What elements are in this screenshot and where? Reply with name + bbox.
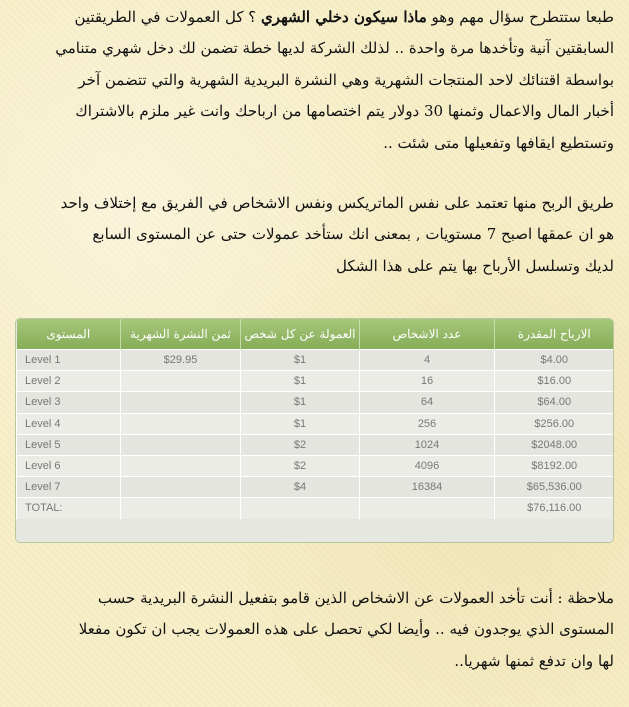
cell-commission: $2: [241, 455, 360, 476]
table-row: [17, 477, 614, 498]
intro-line: أخبار المال والاعمال وثمنها 30 دولار يتم اختصامها من ارباحك وانت غير ملزم بالاشتراك: [75, 102, 614, 121]
cell-count: 64: [360, 392, 495, 413]
cell-profit: $2048.00: [495, 434, 614, 455]
cell-commission: $1: [241, 413, 360, 434]
cell-count: 16384: [360, 477, 495, 498]
cell-commission: $1: [241, 350, 360, 371]
cell-level: Level 6: [17, 455, 121, 476]
cell-level: Level 2: [17, 371, 121, 392]
intro-line-end: ؟ كل العمولات في الطريقتين: [74, 8, 262, 26]
header-level: المستوى: [17, 319, 121, 350]
cell-level: Level 4: [17, 413, 121, 434]
note-line: ملاحظة : أنت تأخد العمولات عن الاشخاص الذين قامو بتفعيل النشرة البريدية حسب: [97, 589, 614, 607]
cell-price: [121, 392, 241, 413]
profit-table: [16, 319, 613, 542]
cell-price: [121, 498, 241, 519]
cell-price: [121, 371, 241, 392]
matrix-line: هو ان عمقها اصبح 7 مستويات , بمعنى انك ستأخد عمولات حتى عن المستوى السابع: [92, 225, 614, 244]
note-line: لها وان تدفع ثمنها شهريا..: [454, 651, 614, 670]
note-paragraph: [14, 583, 614, 677]
note-line: المستوى الذي يوجدون فيه .. وأيضا لكي تحصل على هذه العمولات يجب ان تكون مفعلا: [78, 620, 614, 639]
header-commission: العمولة عن كل شخص: [241, 319, 360, 350]
table-row: [17, 455, 614, 476]
monthly-income-question: ماذا سيكون دخلي الشهري: [261, 8, 427, 26]
header-profit: الارباح المقدرة: [495, 319, 614, 350]
intro-line: [14, 2, 614, 33]
cell-level: Level 5: [17, 434, 121, 455]
cell-price: $29.95: [121, 350, 241, 371]
header-price: ثمن النشرة الشهرية: [121, 319, 241, 350]
cell-total-label: TOTAL:: [17, 498, 121, 519]
cell-count: [360, 498, 495, 519]
intro-line: السابقتين آنية وتأخدها مرة واحدة .. لذلك الشركة لديها خطة تضمن لك دخل شهري متنامي: [55, 39, 614, 58]
cell-count: 4096: [360, 455, 495, 476]
cell-profit: $256.00: [495, 413, 614, 434]
cell-total-profit: $76,116.00: [495, 498, 614, 519]
cell-price: [121, 477, 241, 498]
cell-level: Level 3: [17, 392, 121, 413]
intro-paragraph: [14, 2, 614, 159]
intro-line: بواسطة اقتنائك لاحد المنتجات الشهرية وهي النشرة البريدية الشهرية والتي تتضمن آخر: [78, 70, 614, 89]
cell-profit: $8192.00: [495, 455, 614, 476]
cell-commission: $2: [241, 434, 360, 455]
cell-count: 1024: [360, 434, 495, 455]
matrix-paragraph: [14, 188, 614, 282]
table-row: [17, 413, 614, 434]
cell-count: 256: [360, 413, 495, 434]
cell-count: 16: [360, 371, 495, 392]
cell-level: Level 7: [17, 477, 121, 498]
table-row: [17, 371, 614, 392]
cell-profit: $16.00: [495, 371, 614, 392]
table-row: [17, 434, 614, 455]
header-count: عدد الاشخاص: [360, 319, 495, 350]
cell-price: [121, 434, 241, 455]
cell-commission: $1: [241, 371, 360, 392]
cell-count: 4: [360, 350, 495, 371]
cell-price: [121, 413, 241, 434]
intro-line: وتستطيع ايقافها وتفعيلها متى شئت ..: [383, 133, 614, 152]
cell-level: Level 1: [17, 350, 121, 371]
cell-commission: $4: [241, 477, 360, 498]
table-row: [17, 350, 614, 371]
matrix-line: طريق الربح منها تعتمد على نفس الماتريكس ونفس الاشخاص في الفريق مع إختلاف واحد: [60, 194, 614, 212]
table-total-row: [17, 498, 614, 519]
cell-price: [121, 455, 241, 476]
cell-profit: $65,536.00: [495, 477, 614, 498]
profit-table-grid: [16, 319, 613, 519]
cell-profit: $4.00: [495, 350, 614, 371]
matrix-line: لديك وتسلسل الأرباح بها يتم على هذا الشكل: [335, 256, 614, 275]
cell-profit: $64.00: [495, 392, 614, 413]
table-header-row: [17, 319, 614, 350]
intro-line-start: طبعا ستتطرح سؤال مهم وهو: [426, 8, 614, 26]
cell-commission: $1: [241, 392, 360, 413]
table-row: [17, 392, 614, 413]
cell-commission: [241, 498, 360, 519]
